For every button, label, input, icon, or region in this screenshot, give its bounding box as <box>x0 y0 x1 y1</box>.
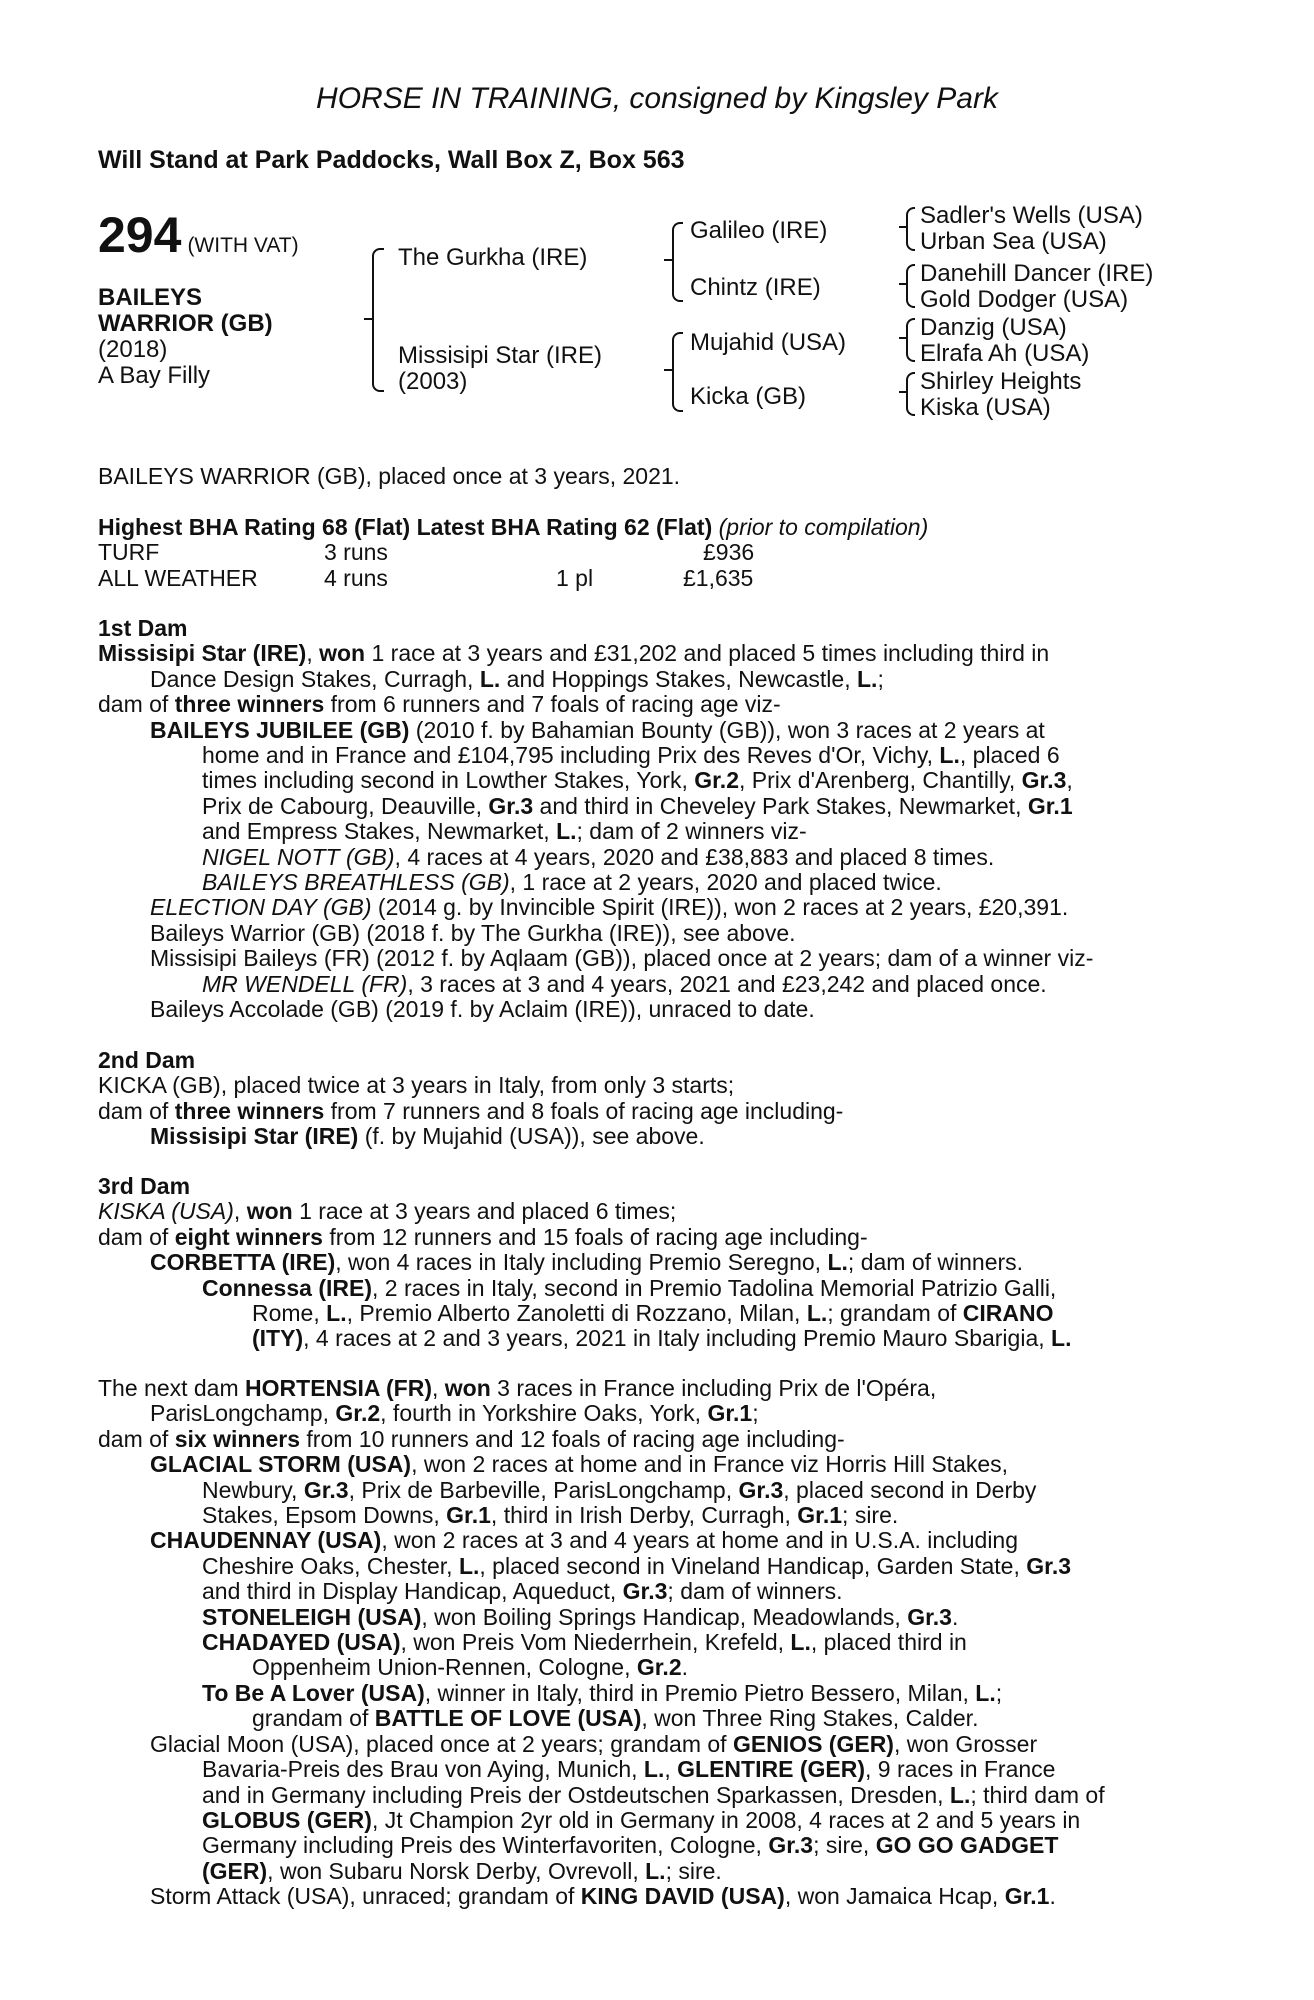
nextdam-line: GLOBUS (GER), Jt Champion 2yr old in Germany in 2008, 4 races at 2 and 5 years in <box>202 1806 1081 1833</box>
second-dam-heading: 2nd Dam <box>98 1047 196 1073</box>
nextdam-line: Storm Attack (USA), unraced; grandam of KING DAVID (USA), won Jamaica Hcap, Gr.1. <box>150 1883 1056 1910</box>
dam1-line: times including second in Lowther Stakes, York, Gr.2, Prix d'Arenberg, Chantilly, Gr.3, <box>202 767 1073 794</box>
turf-row <box>98 540 1220 565</box>
bracket-g3-4-tick <box>899 391 906 393</box>
next-dam-section <box>98 1376 1220 1910</box>
dam1-line: ELECTION DAY (GB) (2014 g. by Invincible Spirit (IRE)), won 2 races at 2 years, £20,391. <box>150 894 1069 921</box>
nextdam-line: ParisLongchamp, Gr.2, fourth in Yorkshire Oaks, York, Gr.1; <box>150 1400 759 1427</box>
bracket-dam-line <box>672 332 683 412</box>
bracket-g3-1 <box>906 207 915 251</box>
dam1-line: Baileys Warrior (GB) (2018 f. by The Gurkha (IRE)), see above. <box>150 919 796 946</box>
nextdam-line: and third in Display Handicap, Aqueduct, Gr.3; dam of winners. <box>202 1578 843 1605</box>
pedigree-dam: Missisipi Star (IRE) <box>398 342 603 369</box>
dam1-line: Missisipi Baileys (FR) (2012 f. by Aqlaam (GB)), placed once at 2 years; dam of a winner viz- <box>150 945 1094 972</box>
horse-name-line1: BAILEYS <box>98 284 203 311</box>
bracket-g3-2 <box>906 264 915 308</box>
ratings-note: (prior to compilation) <box>718 514 929 540</box>
stand-location: Will Stand at Park Paddocks, Wall Box Z, Box 563 <box>98 146 685 174</box>
dam3-line: Connessa (IRE), 2 races in Italy, second in Premio Tadolina Memorial Patrizio Galli, <box>202 1274 1057 1301</box>
dam1-line: Dance Design Stakes, Curragh, L. and Hoppings Stakes, Newcastle, L.; <box>150 665 884 692</box>
dam2-line: Missisipi Star (IRE) (f. by Mujahid (USA)), see above. <box>150 1123 705 1150</box>
nextdam-line: Bavaria-Preis des Brau von Aying, Munich, L., GLENTIRE (GER), 9 races in France <box>202 1756 1056 1783</box>
bracket-g3-4 <box>906 372 915 416</box>
vat-note: (WITH VAT) <box>187 234 299 257</box>
nextdam-line: dam of six winners from 10 runners and 12 foals of racing age including- <box>98 1425 845 1452</box>
bracket-g3-3 <box>906 318 915 362</box>
dam1-line: MR WENDELL (FR), 3 races at 3 and 4 years, 2021 and £23,242 and placed once. <box>202 970 1047 997</box>
ratings-bold: Highest BHA Rating 68 (Flat) Latest BHA Rating 62 (Flat) <box>98 514 713 540</box>
pedigree-dss: Danzig (USA) <box>920 314 1067 341</box>
pedigree-sds: Danehill Dancer (IRE) <box>920 260 1154 287</box>
dam2-line: KICKA (GB), placed twice at 3 years in Italy, from only 3 starts; <box>98 1072 735 1099</box>
nextdam-line: STONELEIGH (USA), won Boiling Springs Handicap, Meadowlands, Gr.3. <box>202 1603 959 1630</box>
pedigree-dam-dam: Kicka (GB) <box>690 383 807 410</box>
ratings-line <box>98 515 1220 540</box>
nextdam-line: (GER), won Subaru Norsk Derby, Ovrevoll, L.; sire. <box>202 1857 722 1884</box>
nextdam-line: To Be A Lover (USA), winner in Italy, third in Premio Pietro Bessero, Milan, L.; <box>202 1679 1003 1706</box>
pedigree-dam-year: (2003) <box>398 368 468 395</box>
horse-year: (2018) <box>98 336 168 363</box>
nextdam-line: and in Germany including Preis der Ostdeutschen Sparkassen, Dresden, L.; third dam of <box>202 1781 1105 1808</box>
horse-identity <box>98 285 273 389</box>
page-title: HORSE IN TRAINING, consigned by Kingsley Park <box>316 82 998 115</box>
dam1-line: Prix de Cabourg, Deauville, Gr.3 and third in Cheveley Park Stakes, Newmarket, Gr.1 <box>202 792 1073 819</box>
ratings-block <box>98 515 1220 591</box>
aw-label: ALL WEATHER <box>98 564 258 591</box>
dam1-line: home and in France and £104,795 including Prix des Reves d'Or, Vichy, L., placed 6 <box>202 742 1060 769</box>
nextdam-line: Oppenheim Union-Rennen, Cologne, Gr.2. <box>252 1654 689 1681</box>
nextdam-line: Glacial Moon (USA), placed once at 2 years; grandam of GENIOS (GER), won Grosser <box>150 1730 1038 1757</box>
bracket-g3-3-tick <box>899 337 906 339</box>
dam1-line: Baileys Accolade (GB) (2019 f. by Aclaim (IRE)), unraced to date. <box>150 996 815 1023</box>
pedigree-sire-dam: Chintz (IRE) <box>690 274 821 301</box>
horse-description: A Bay Filly <box>98 362 211 389</box>
dam2-line: dam of three winners from 7 runners and 8 foals of racing age including- <box>98 1097 844 1124</box>
horse-name-line2: WARRIOR (GB) <box>98 310 273 337</box>
nextdam-line: The next dam HORTENSIA (FR), won 3 races in France including Prix de l'Opéra, <box>98 1375 937 1401</box>
dam3-line: KISKA (USA), won 1 race at 3 years and placed 6 times; <box>98 1198 677 1225</box>
pedigree-ddd: Kiska (USA) <box>920 394 1051 421</box>
second-dam-section <box>98 1048 1220 1150</box>
dam3-line: CORBETTA (IRE), won 4 races in Italy including Premio Seregno, L.; dam of winners. <box>150 1249 1024 1276</box>
bracket-g3-2-tick <box>899 283 906 285</box>
dam3-line: Rome, L., Premio Alberto Zanoletti di Rozzano, Milan, L.; grandam of CIRANO <box>252 1300 1054 1327</box>
nextdam-line: Newbury, Gr.3, Prix de Barbeville, ParisLongchamp, Gr.3, placed second in Derby <box>202 1476 1037 1503</box>
pedigree-sss: Sadler's Wells (USA) <box>920 202 1143 229</box>
nextdam-line: CHADAYED (USA), won Preis Vom Niederrhein, Krefeld, L., placed third in <box>202 1629 967 1656</box>
nextdam-line: grandam of BATTLE OF LOVE (USA), won Three Ring Stakes, Calder. <box>252 1705 979 1732</box>
aw-placings: 1 pl <box>556 564 594 591</box>
aw-earnings: £1,635 <box>683 564 754 591</box>
bracket-dam-tick <box>664 369 672 371</box>
dam3-line: dam of eight winners from 12 runners and 15 foals of racing age including- <box>98 1223 868 1250</box>
nextdam-line: Cheshire Oaks, Chester, L., placed second in Vineland Handicap, Garden State, Gr.3 <box>202 1552 1072 1579</box>
dam1-line: and Empress Stakes, Newmarket, L.; dam of 2 winners viz- <box>202 818 807 845</box>
lot-number-block <box>98 206 299 264</box>
dam1-line: BAILEYS BREATHLESS (GB), 1 race at 2 years, 2020 and placed twice. <box>202 869 942 896</box>
pedigree-sire-sire: Galileo (IRE) <box>690 217 828 244</box>
pedigree-dsd: Elrafa Ah (USA) <box>920 340 1090 367</box>
lot-number: 294 <box>98 207 182 263</box>
allweather-row <box>98 566 1220 591</box>
race-summary <box>98 464 1220 489</box>
bracket-gen1-tick <box>364 318 372 320</box>
pedigree-sire: The Gurkha (IRE) <box>398 244 588 271</box>
nextdam-line: GLACIAL STORM (USA), won 2 races at home and in France viz Horris Hill Stakes, <box>150 1451 1009 1478</box>
turf-earnings: £936 <box>703 539 755 566</box>
bracket-sire-tick <box>664 259 672 261</box>
dam1-line: BAILEYS JUBILEE (GB) (2010 f. by Bahamian Bounty (GB)), won 3 races at 2 years at <box>150 716 1045 743</box>
pedigree-dds: Shirley Heights <box>920 368 1082 395</box>
bracket-gen1 <box>372 248 384 392</box>
aw-runs: 4 runs <box>324 564 388 591</box>
summary-line: BAILEYS WARRIOR (GB), placed once at 3 years, 2021. <box>98 463 681 489</box>
nextdam-line: Germany including Preis des Winterfavoriten, Cologne, Gr.3; sire, GO GO GADGET <box>202 1832 1059 1859</box>
nextdam-line: Stakes, Epsom Downs, Gr.1, third in Irish Derby, Curragh, Gr.1; sire. <box>202 1502 899 1529</box>
dam1-line: NIGEL NOTT (GB), 4 races at 4 years, 2020 and £38,883 and placed 8 times. <box>202 843 995 870</box>
pedigree-sdd: Gold Dodger (USA) <box>920 286 1129 313</box>
dam1-line: Missisipi Star (IRE), won 1 race at 3 years and £31,202 and placed 5 times including third in <box>98 640 1050 667</box>
dam1-line: dam of three winners from 6 runners and 7 foals of racing age viz- <box>98 691 781 718</box>
nextdam-line: CHAUDENNAY (USA), won 2 races at 3 and 4 years at home and in U.S.A. including <box>150 1527 1019 1554</box>
turf-label: TURF <box>98 539 160 566</box>
turf-runs: 3 runs <box>324 539 388 566</box>
third-dam-section <box>98 1174 1220 1352</box>
third-dam-heading: 3rd Dam <box>98 1173 191 1199</box>
bracket-sire-line <box>672 222 683 302</box>
pedigree-dam-sire: Mujahid (USA) <box>690 329 847 356</box>
first-dam-heading: 1st Dam <box>98 615 188 641</box>
first-dam-section <box>98 616 1220 1023</box>
pedigree-ssd: Urban Sea (USA) <box>920 228 1107 255</box>
bracket-g3-1-tick <box>899 226 906 228</box>
dam3-line: (ITY), 4 races at 2 and 3 years, 2021 in Italy including Premio Mauro Sbarigia, L. <box>252 1325 1072 1352</box>
